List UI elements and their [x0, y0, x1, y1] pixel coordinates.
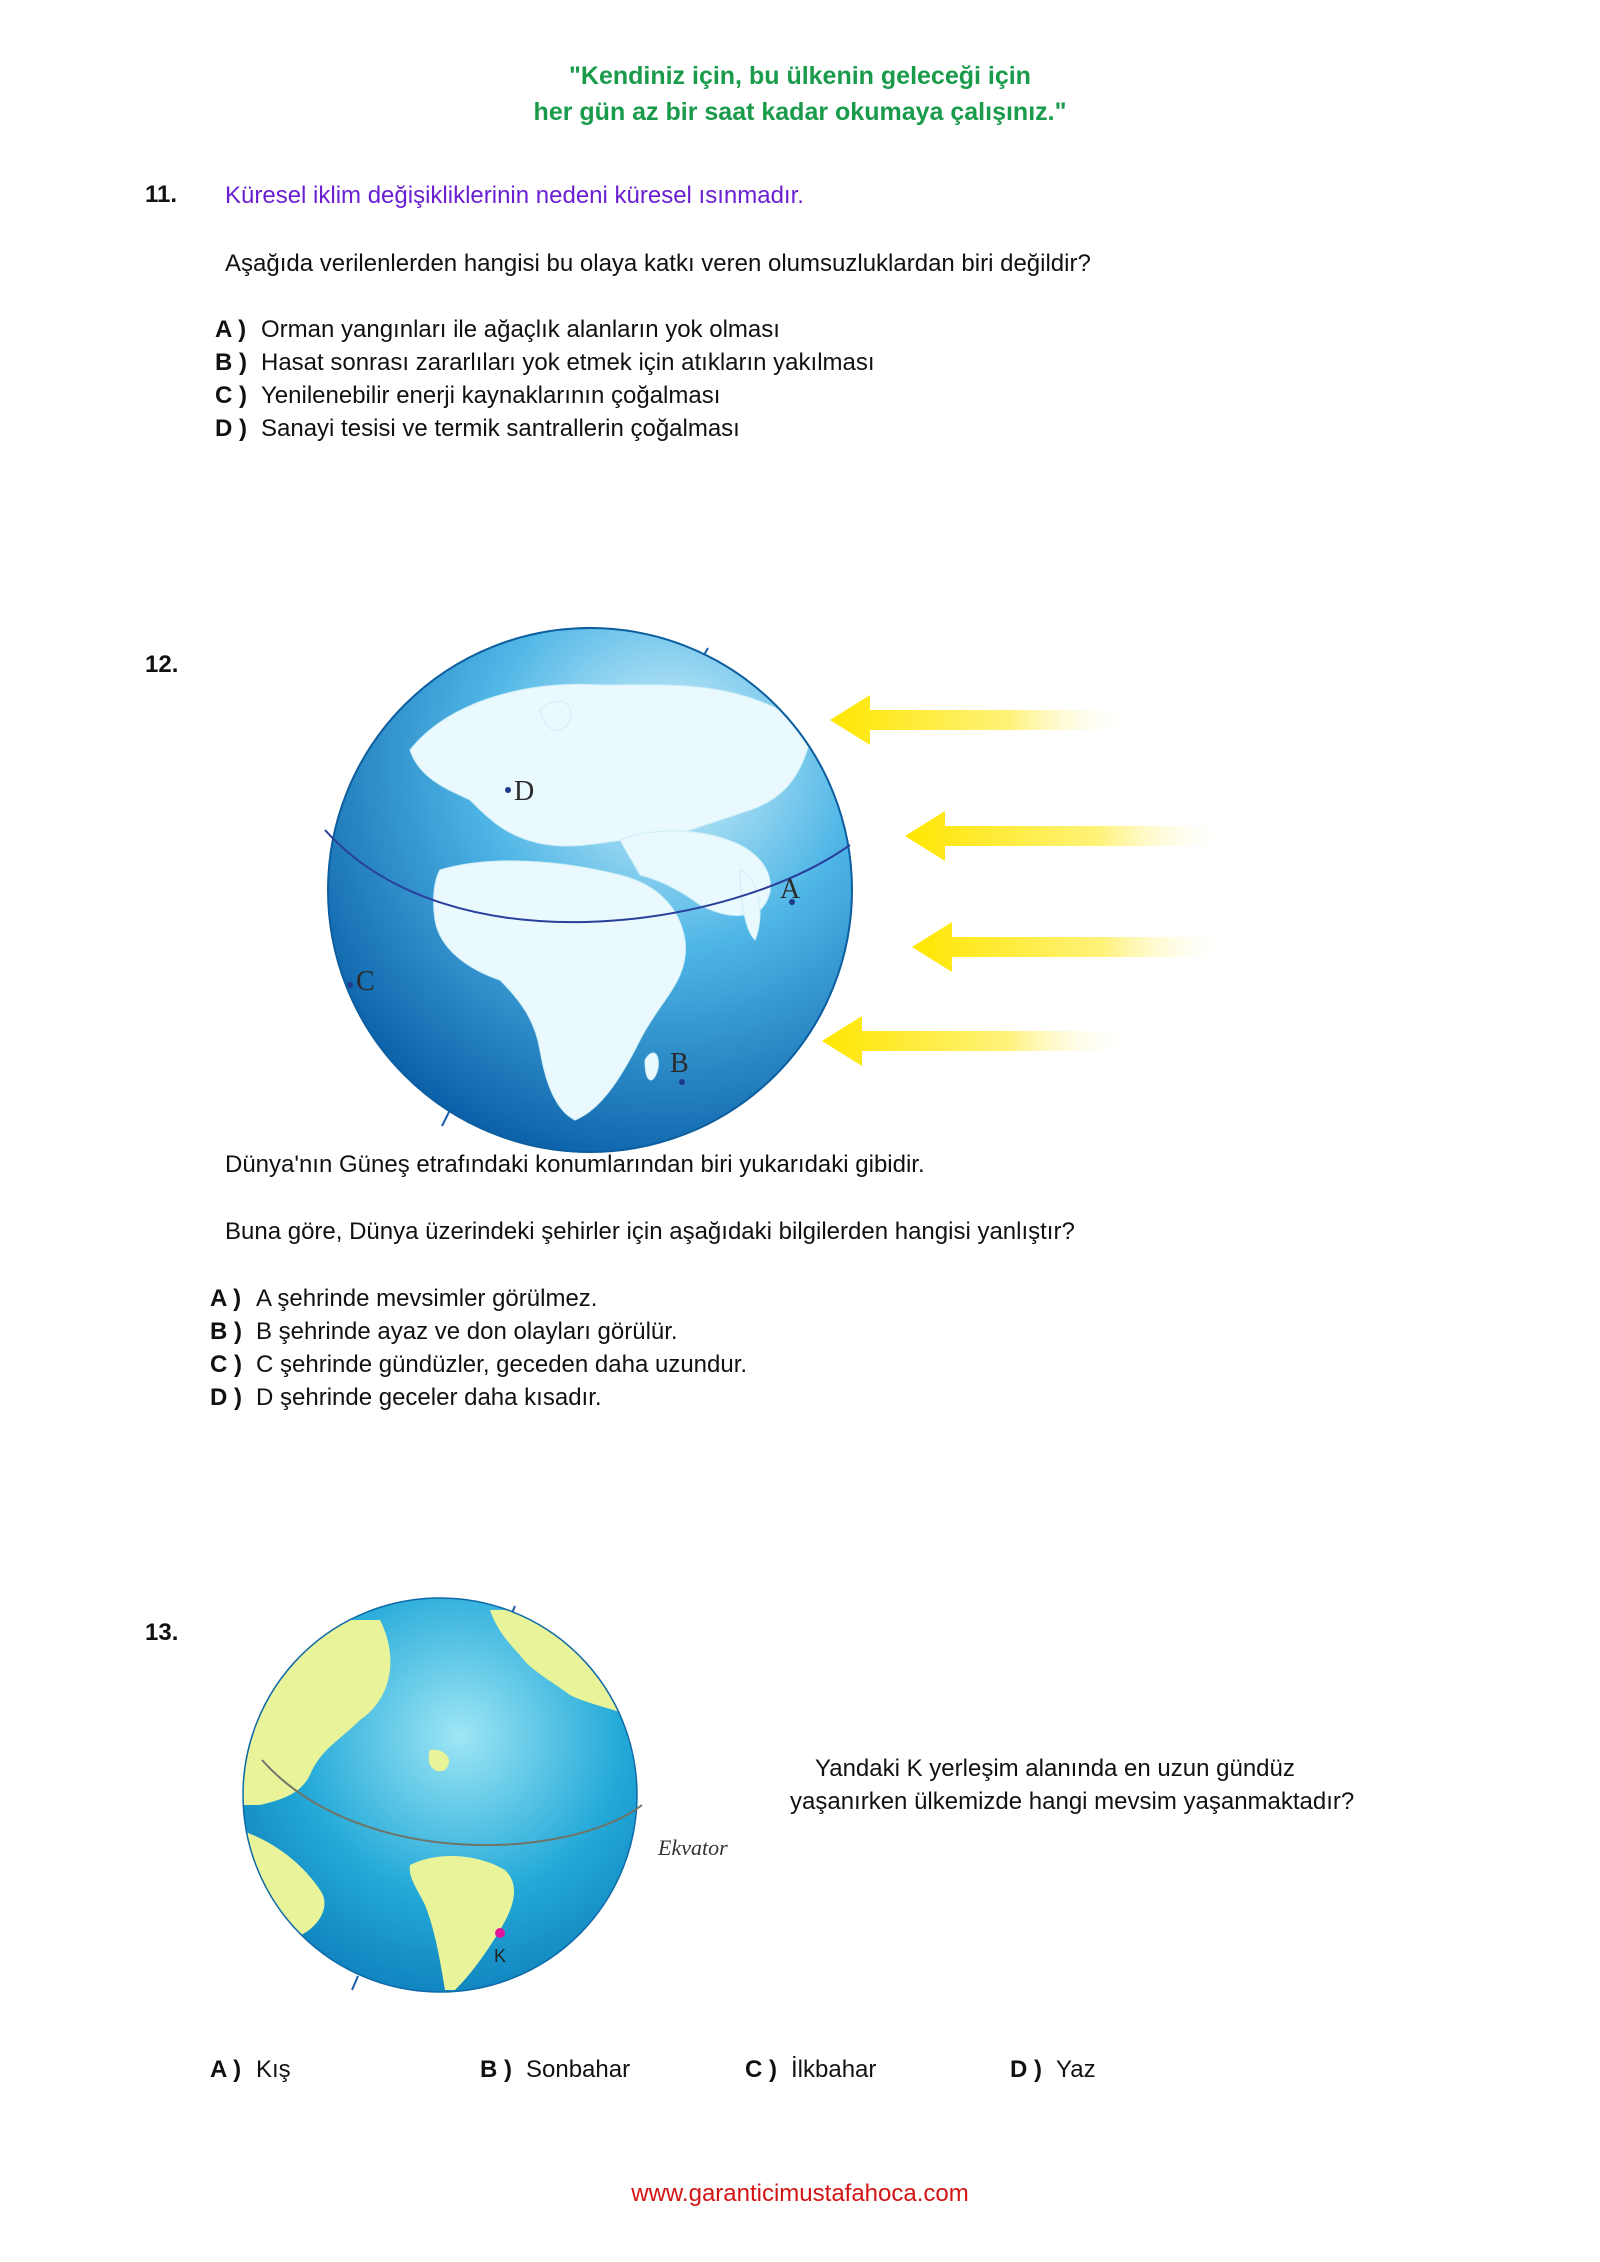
question-12-option-d[interactable] — [210, 1381, 602, 1414]
question-11-option-d[interactable] — [215, 412, 740, 445]
city-b-label: B — [670, 1048, 689, 1079]
option-text: Sonbahar — [526, 2056, 631, 2083]
sun-ray-3 — [912, 922, 1230, 972]
option-text: C şehrinde gündüzler, geceden daha uzundur. — [256, 1351, 748, 1378]
axis-bottom — [442, 1110, 450, 1126]
option-text: Hasat sonrası zararlıları yok etmek için atıkların yakılması — [261, 349, 875, 376]
option-key: B ) — [480, 2056, 512, 2083]
question-13-number: 13. — [145, 1619, 179, 1646]
sun-ray-2 — [905, 811, 1230, 861]
question-11-option-b[interactable] — [215, 346, 875, 379]
option-key: B ) — [215, 349, 247, 376]
option-text: Yenilenebilir enerji kaynaklarının çoğalması — [261, 382, 721, 409]
question-12-option-b[interactable] — [210, 1315, 678, 1348]
option-text: Sanayi tesisi ve termik santrallerin çoğalması — [261, 415, 740, 442]
option-text: Orman yangınları ile ağaçlık alanların yok olması — [261, 316, 780, 343]
question-13-option-a[interactable] — [210, 2053, 291, 2086]
option-key: C ) — [745, 2056, 777, 2083]
earth-k-figure — [240, 1600, 780, 1990]
question-13-text-line-2: yaşanırken ülkemizde hangi mevsim yaşanmaktadır? — [790, 1788, 1355, 1815]
option-text: B şehrinde ayaz ve don olayları görülür. — [256, 1318, 678, 1345]
option-text: Kış — [256, 2056, 291, 2083]
question-12-option-a[interactable] — [210, 1282, 597, 1315]
option-text: Yaz — [1056, 2056, 1096, 2083]
question-13-option-c[interactable] — [745, 2053, 876, 2086]
question-11-statement: Küresel iklim değişikliklerinin nedeni küresel ısınmadır. — [225, 182, 804, 209]
question-11-number: 11. — [145, 181, 178, 208]
motto-line-2: her gün az bir saat kadar okumaya çalışınız." — [533, 98, 1067, 126]
question-13-text-line-1: Yandaki K yerleşim alanında en uzun gündüz — [815, 1755, 1295, 1782]
option-key: C ) — [215, 382, 247, 409]
question-12-number: 12. — [145, 651, 179, 678]
city-c-label: C — [356, 966, 375, 997]
question-13-option-b[interactable] — [480, 2053, 630, 2086]
sun-ray-1 — [830, 695, 1130, 745]
city-a-label: A — [780, 874, 801, 905]
option-key: A ) — [210, 1285, 242, 1312]
axis-bottom — [352, 1976, 358, 1990]
sun-ray-4 — [822, 1016, 1130, 1066]
point-k-marker — [495, 1928, 505, 1938]
question-11-option-c[interactable] — [215, 379, 720, 412]
option-text: D şehrinde geceler daha kısadır. — [256, 1384, 602, 1411]
question-12-option-c[interactable] — [210, 1348, 747, 1381]
motto-line-1: "Kendiniz için, bu ülkenin geleceği için — [569, 62, 1031, 90]
sun-rays — [822, 695, 1230, 1066]
question-12-text: Buna göre, Dünya üzerindeki şehirler için aşağıdaki bilgilerden hangisi yanlıştır? — [225, 1218, 1075, 1245]
option-key: A ) — [215, 316, 247, 343]
question-11-text: Aşağıda verilenlerden hangisi bu olaya katkı veren olumsuzluklardan biri değildir? — [225, 250, 1091, 277]
option-text: A şehrinde mevsimler görülmez. — [256, 1285, 598, 1312]
earth-sunlight-figure — [300, 640, 1250, 1140]
option-key: A ) — [210, 2056, 242, 2083]
option-text: İlkbahar — [791, 2056, 877, 2083]
footer-url[interactable]: www.garanticimustafahoca.com — [631, 2180, 969, 2207]
option-key: D ) — [1010, 2056, 1042, 2083]
option-key: B ) — [210, 1318, 242, 1345]
point-k-label: K — [494, 1946, 507, 1966]
city-d-label: D — [514, 776, 535, 807]
option-key: D ) — [210, 1384, 242, 1411]
equator-label: Ekvator — [658, 1835, 728, 1860]
option-key: C ) — [210, 1351, 242, 1378]
question-11-option-a[interactable] — [215, 313, 780, 346]
option-key: D ) — [215, 415, 247, 442]
question-12-statement: Dünya'nın Güneş etrafındaki konumlarından biri yukarıdaki gibidir. — [225, 1151, 925, 1178]
city-a — [780, 874, 801, 905]
question-13-option-d[interactable] — [1010, 2053, 1096, 2086]
